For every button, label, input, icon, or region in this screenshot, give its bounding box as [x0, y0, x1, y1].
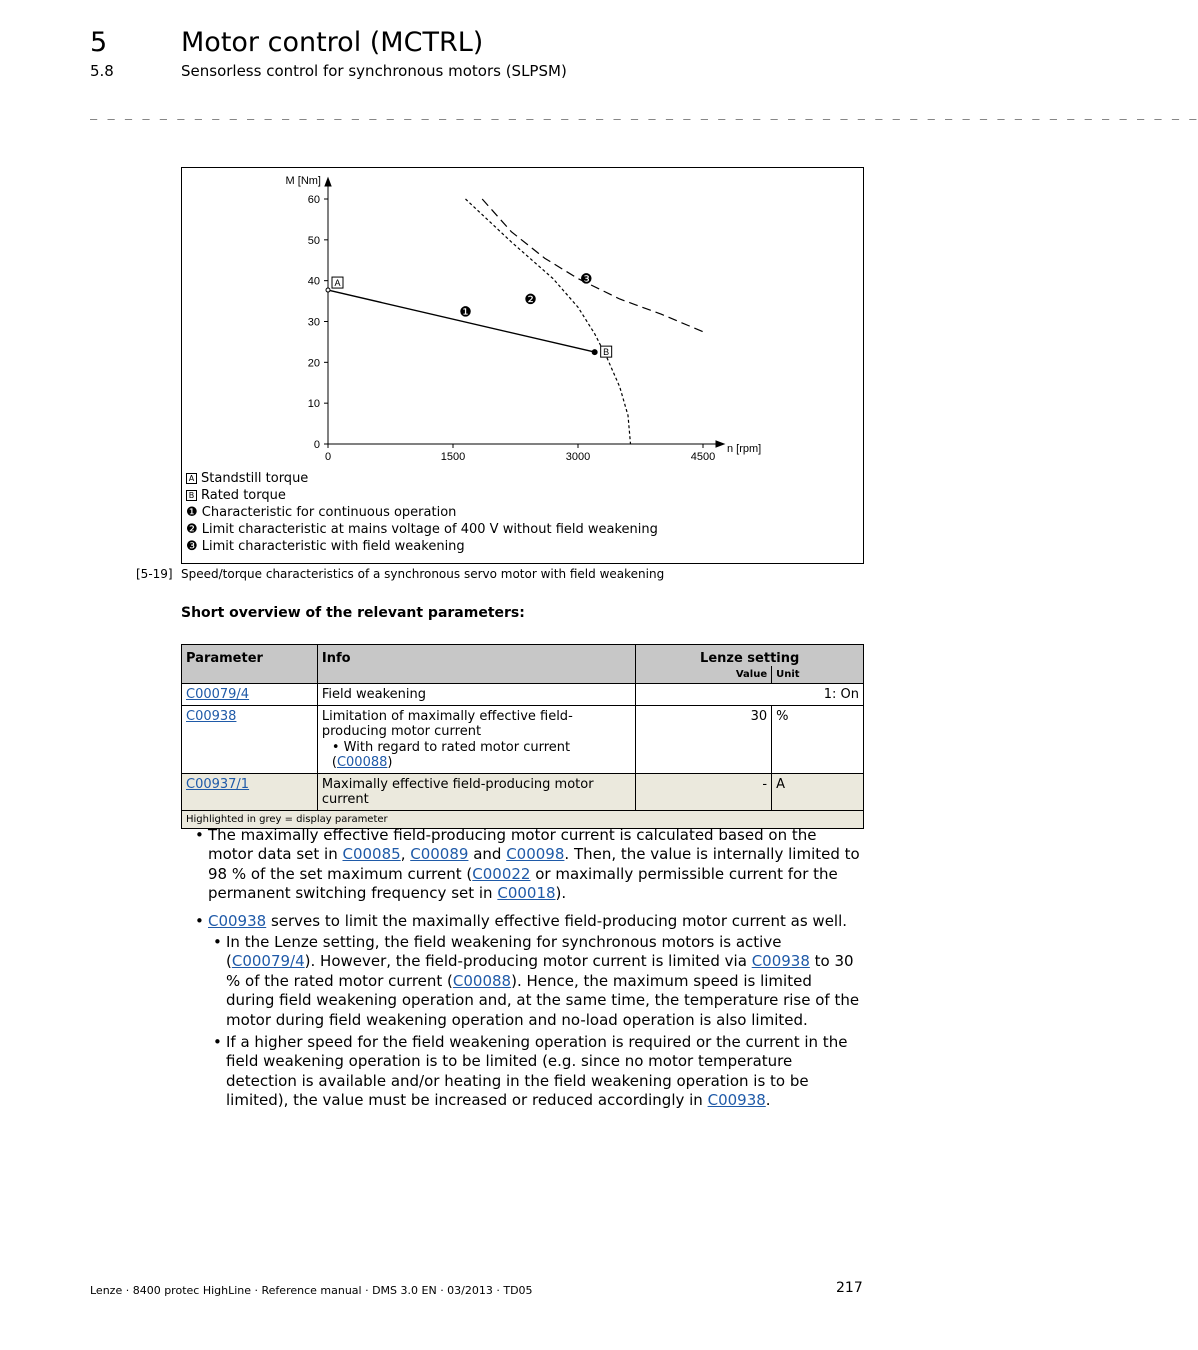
- param-link-c00937-1[interactable]: C00937/1: [186, 777, 250, 792]
- parameter-table: [181, 644, 864, 829]
- unit-cell: %: [772, 706, 864, 774]
- param-link-c00079-4[interactable]: C00079/4: [186, 687, 250, 702]
- subbullet-pre: • With regard to rated motor current (: [331, 740, 571, 770]
- section-title: Sensorless control for synchronous motors (SLPSM): [181, 62, 567, 80]
- link-c00089[interactable]: C00089: [410, 845, 469, 864]
- header-divider: _ _ _ _ _ _ _ _ _ _ _ _ _ _ _ _ _ _ _ _ _ _ _ _ _ _ _ _ _ _ _ _ _ _ _ _ _ _ _ _ _ _ _ _ _ _ _ _ _ _ _ _ _ _ _ _ _ _ _ _ _ _ _ _: [90, 106, 1198, 120]
- x-axis-label: n [rpm]: [727, 443, 762, 455]
- footer-document-info: Lenze · 8400 protec HighLine · Reference manual · DMS 3.0 EN · 03/2013 · TD05: [90, 1284, 533, 1297]
- link-c00938[interactable]: C00938: [751, 952, 810, 971]
- speed-torque-chart: [181, 167, 862, 467]
- header-parameter: Parameter: [182, 645, 318, 684]
- table-header-row: [182, 645, 864, 667]
- subbullet-2: If a higher speed for the field weakening operation is required or the current in the field weakening operation is to be limited (e.g. since no motor temperature detection is available and/or heating in the field weakening operation is to be limited), the value must be increased or reduced accordingly in C00938.: [226, 1033, 848, 1110]
- header-lenze-setting: Lenze setting: [636, 645, 864, 667]
- point-b-label: B: [603, 347, 610, 358]
- header-value: Value: [636, 666, 772, 684]
- link-c00088[interactable]: C00088: [452, 971, 512, 990]
- unit-cell: A: [772, 774, 864, 811]
- series-line-1: [328, 290, 595, 352]
- bullet-dot: •: [195, 912, 204, 930]
- bullet-2: C00938 serves to limit the maximally effective field-producing motor current as well.: [208, 912, 848, 930]
- y-tick-label: 50: [307, 234, 320, 247]
- subbullet-post: ): [387, 755, 393, 770]
- y-tick-label: 20: [307, 357, 320, 370]
- series-marker-1: ❶: [459, 303, 472, 320]
- point-a-label: A: [334, 278, 341, 289]
- info-cell: Maximally effective field-producing motor current: [317, 774, 635, 811]
- x-tick-label: 3000: [565, 451, 591, 463]
- x-tick-label: 1500: [440, 451, 466, 463]
- value-cell: 1: On: [636, 684, 864, 706]
- subbullet-dot: •: [213, 1033, 222, 1051]
- y-tick-label: 10: [307, 398, 320, 411]
- value-cell: 30: [636, 706, 772, 774]
- header-info: Info: [317, 645, 635, 684]
- chapter-number: 5: [90, 27, 108, 58]
- info-cell: Field weakening: [317, 684, 635, 706]
- param-link-c00088[interactable]: C00088: [336, 755, 388, 770]
- info-text: Limitation of maximally effective field-producing motor current: [321, 709, 573, 739]
- y-axis-arrow: [325, 178, 331, 186]
- series-line-2: [466, 199, 631, 444]
- table-row: [182, 684, 864, 706]
- y-tick-label: 30: [307, 316, 320, 329]
- header-unit: Unit: [772, 666, 864, 684]
- link-c00079-4[interactable]: C00079/4: [231, 952, 305, 971]
- y-tick-label: 60: [307, 194, 320, 206]
- x-tick-label: 0: [324, 451, 332, 463]
- figure-caption: Speed/torque characteristics of a synchronous servo motor with field weakening: [181, 567, 665, 581]
- page-number: 217: [836, 1280, 863, 1296]
- legend-b-box: B: [186, 490, 197, 501]
- bullet-dot: •: [195, 826, 204, 844]
- legend-a-text: Standstill torque: [201, 471, 309, 486]
- legend-item-b: [186, 487, 658, 504]
- info-subbullet: [322, 740, 631, 770]
- figure-legend: [186, 470, 658, 555]
- x-tick-label: 4500: [690, 451, 716, 463]
- point-a: [326, 288, 330, 292]
- link-c00098[interactable]: C00098: [506, 845, 565, 864]
- x-axis-arrow: [716, 441, 724, 447]
- legend-b-text: Rated torque: [201, 488, 286, 503]
- info-cell: [317, 706, 635, 774]
- legend-item-2: ❷ Limit characteristic at mains voltage of 400 V without field weakening: [186, 522, 658, 537]
- legend-item-a: [186, 470, 658, 487]
- link-c00018[interactable]: C00018: [497, 884, 556, 903]
- series-line-3: [482, 199, 703, 332]
- subbullet-dot: •: [213, 933, 222, 951]
- y-axis-label: M [Nm]: [285, 175, 321, 187]
- overview-heading: Short overview of the relevant parameters:: [181, 605, 525, 621]
- value-cell: -: [636, 774, 772, 811]
- chapter-title: Motor control (MCTRL): [181, 27, 484, 58]
- legend-a-box: A: [186, 473, 197, 484]
- table-note: Highlighted in grey = display parameter: [182, 811, 864, 829]
- bullet-1: The maximally effective field-producing motor current is calculated based on the motor data set in C00085, C00089 and C00098. Then, the value is internally limited to 98 % of the set maximum current (C00022 or maximally permissible current for the permanent switching frequency set in C00018).: [208, 826, 860, 903]
- point-b: [592, 350, 597, 355]
- series-marker-2: ❷: [524, 291, 537, 308]
- param-link-c00938[interactable]: C00938: [186, 709, 237, 724]
- figure-number: [5-19]: [136, 567, 173, 581]
- link-c00938[interactable]: C00938: [707, 1091, 766, 1110]
- subbullet-1: In the Lenze setting, the field weakening for synchronous motors is active (C00079/4). However, the field-producing motor current is limited via C00938 to 30 % of the rated motor current (C00088). Hence, the maximum speed is limited during field weakening operation and, at the same time, the temperature rise of the motor during field weakening operation and no-load operation is also limited.: [226, 933, 860, 1029]
- y-tick-label: 0: [313, 439, 320, 451]
- link-c00938[interactable]: C00938: [208, 912, 267, 930]
- legend-item-1: ❶ Characteristic for continuous operation: [186, 505, 457, 520]
- legend-item-3: ❸ Limit characteristic with field weakening: [186, 539, 465, 554]
- table-row: [182, 774, 864, 811]
- section-number: 5.8: [90, 62, 114, 80]
- link-c00085[interactable]: C00085: [342, 845, 401, 864]
- link-c00022[interactable]: C00022: [472, 864, 531, 883]
- y-tick-label: 40: [307, 275, 320, 288]
- table-row: [182, 706, 864, 774]
- series-marker-3: ❸: [580, 270, 593, 287]
